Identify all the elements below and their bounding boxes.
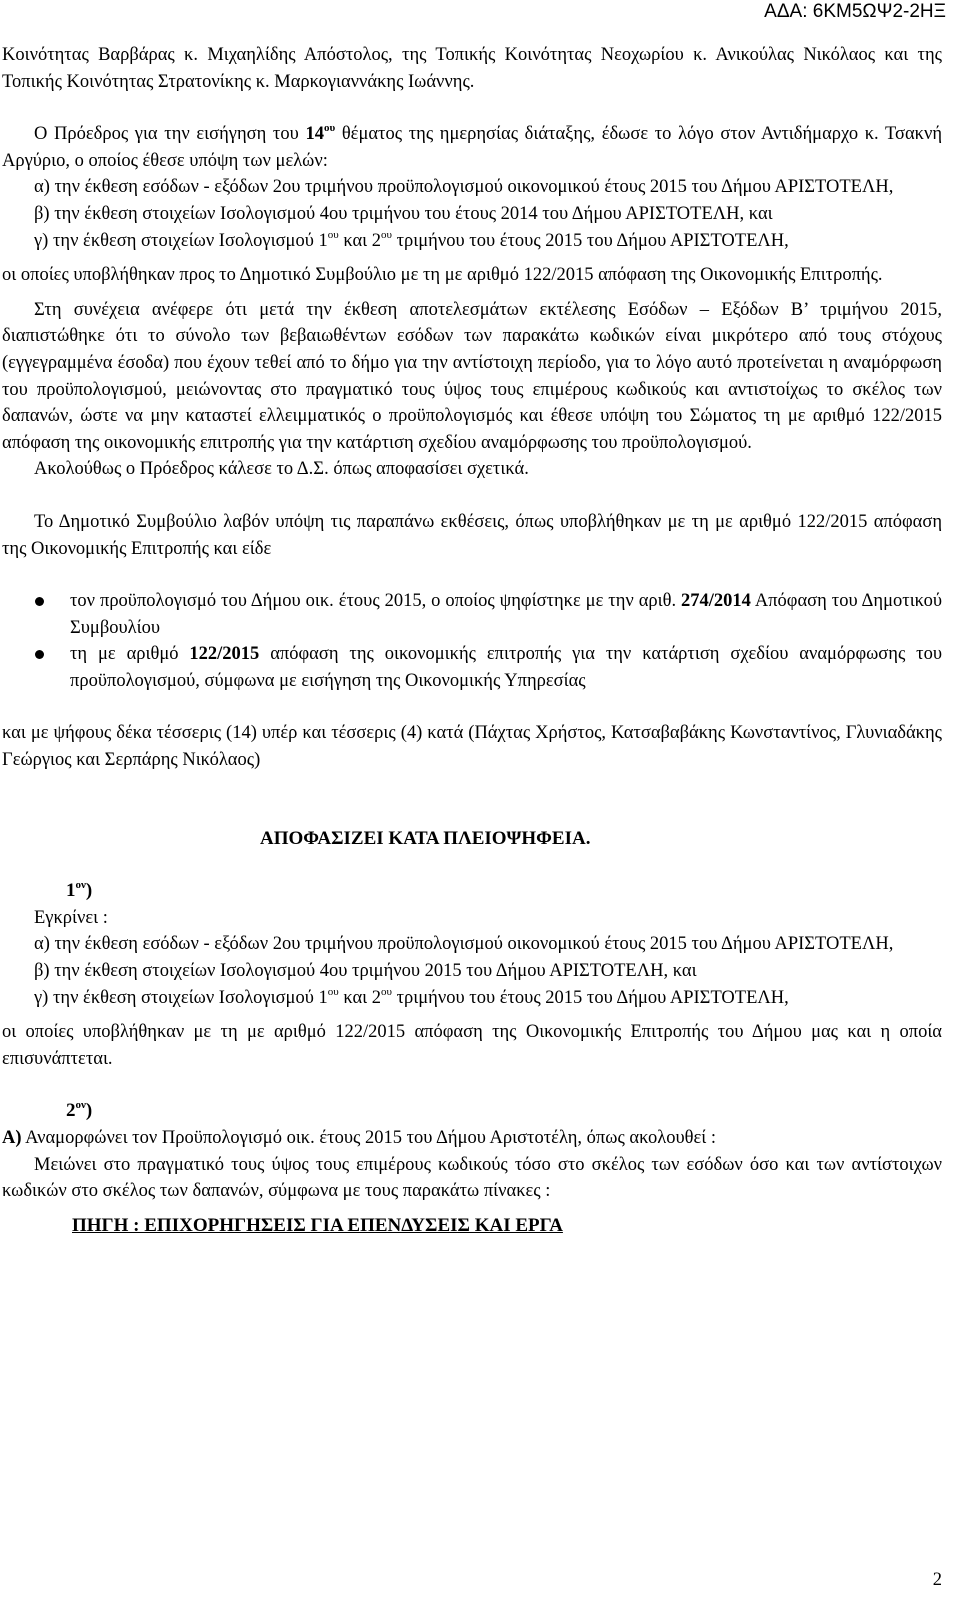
list-item: τον προϋπολογισμό του Δήμου οικ. έτους 2015, ο οποίος ψηφίστηκε με την αριθ. 274/2014 Απόφαση του Δημοτικού Συμβουλίου <box>2 588 942 641</box>
document-body <box>2 42 942 1239</box>
item-a: α) την έκθεση εσόδων - εξόδων 2ου τριμήνου προϋπολογισμού οικονομικού έτους 2015 του Δήμου ΑΡΙΣΤΟΤΕΛΗ, <box>34 177 894 198</box>
approves-label: Εγκρίνει : <box>34 907 108 928</box>
council-paragraph: Το Δημοτικό Συμβούλιο λαβόν υπόψη τις παραπάνω εκθέσεις, όπως υποβλήθηκαν με τη με αριθμό 122/2015 απόφαση της Οικονομικής Επιτροπής και είδε <box>2 511 942 559</box>
section-a: Α) Αναμορφώνει τον Προϋπολογισμό οικ. έτους 2015 του Δήμου Αριστοτέλη, όπως ακολουθεί : <box>2 1128 717 1148</box>
source-title: ΠΗΓΗ : ΕΠΙΧΟΡΗΓΗΣΕΙΣ ΓΙΑ ΕΠΕΝΔΥΣΕΙΣ ΚΑΙ ΕΡΓΑ <box>72 1214 563 1236</box>
continuation-paragraph: Στη συνέχεια ανέφερε ότι μετά την έκθεση αποτελεσμάτων εκτέλεσης Εσόδων – Εξόδων Β’ τριμήνου 2015, διαπιστώθηκε ότι το σύνολο των βεβαιωθέντων εσόδων των παρακάτω κωδικών είναι μικρότερο από τους στόχους (εγγεγραμμένα έσοδα) που έχουν τεθεί από το δήμο για την αντίστοιχη περίοδο, για το λόγο αυτό προτείνεται η αναμόρφωση του προϋπολογισμού, μειώνοντας στο πραγματικό τους ύψος τους επιμέρους κωδικούς και αντιστοίχως το σκέλος των δαπανών, ώστε να μην καταστεί ελλειμματικός ο προϋπολογισμός και έθεσε υπόψη του Σώματος τη με αριθμό 122/2015 απόφαση της οικονομικής επιτροπής για την κατάρτιση σχεδίου αναμόρφωσης του προϋπολογισμού. <box>2 299 942 453</box>
ada-code: ΑΔΑ: 6ΚΜ5ΩΨ2-2ΗΞ <box>764 1 946 22</box>
decision-title: ΑΠΟΦΑΣΙΖΕΙ ΚΑΤΑ ΠΛΕΙΟΨΗΦΕΙΑ. <box>260 827 591 849</box>
reduce-paragraph: Μειώνει στο πραγματικό τους ύψος τους επιμέρους κωδικούς τόσο στο σκέλος των εσόδων όσο και των αντίστοιχων κωδικών στο σκέλος των δαπανών, σύμφωνα με τους παρακάτω πίνακες : <box>2 1154 942 1202</box>
decision-submitted: οι οποίες υποβλήθηκαν με τη με αριθμό 122/2015 απόφαση της Οικονομικής Επιτροπής του Δήμου μας και η οποία επισυνάπτεται. <box>2 1022 942 1069</box>
page-number: 2 <box>932 1570 942 1590</box>
votes-paragraph: και με ψήφους δέκα τέσσερις (14) υπέρ και τέσσερις (4) κατά (Πάχτας Χρήστος, Κατσαβαβάκης Κωνσταντίνος, Γλυνιαδάκης Γεώργιος και Σερπάρης Νικόλαος) <box>2 723 942 771</box>
submitted-paragraph: οι οποίες υποβλήθηκαν προς το Δημοτικό Συμβούλιο με τη με αριθμό 122/2015 απόφαση της Οικονομικής Επιτροπής. <box>2 265 883 286</box>
item-b: β) την έκθεση στοιχείων Ισολογισμού 4ου τριμήνου του έτους 2014 του Δήμου ΑΡΙΣΤΟΤΕΛΗ, και <box>34 203 773 224</box>
decision-item-c: γ) την έκθεση στοιχείων Ισολογισμού $1^{o\upsilon}$ και $2^{o\upsilon}$ τριμήνου του έτους 2015 του Δήμου ΑΡΙΣΤΟΤΕΛΗ, <box>34 985 789 1008</box>
considerations-list <box>2 588 942 694</box>
intro-paragraph: Κοινότητας Βαρβάρας κ. Μιχαηλίδης Απόστολος, της Τοπικής Κοινότητας Νεοχωρίου κ. Ανικούλας Νικόλαος και της Τοπικής Κοινότητας Στρατονίκης κ. Μαρκογιαννάκης Ιωάννης. <box>2 45 942 92</box>
proposal-paragraph: Ο Πρόεδρος για την εισήγηση του $14^{o\upsilon}$ θέματος της ημερησίας διάταξης, έδωσε το λόγο στον Αντιδήμαρχο κ. Τσακνή Αργύριο, ο οποίος έθεσε υπόψη των μελών: <box>2 122 943 171</box>
list-item: τη με αριθμό 122/2015 απόφαση της οικονομικής επιτροπής για την κατάρτιση σχεδίου αναμόρφωσης του προϋπολογισμού, σύμφωνα με εισήγηση της Οικονομικής Υπηρεσίας <box>2 641 942 694</box>
item-c: γ) την έκθεση στοιχείων Ισολογισμού $1^{o\upsilon}$ και $2^{o\upsilon}$ τριμήνου του έτους 2015 του Δήμου ΑΡΙΣΤΟΤΕΛΗ, <box>34 228 789 251</box>
bullet-icon <box>35 597 44 606</box>
decision-item-a: α) την έκθεση εσόδων - εξόδων 2ου τριμήνου προϋπολογισμού οικονομικού έτους 2015 του Δήμου ΑΡΙΣΤΟΤΕΛΗ, <box>34 934 894 955</box>
president-call: Ακολούθως ο Πρόεδρος κάλεσε το Δ.Σ. όπως αποφασίσει σχετικά. <box>34 459 529 480</box>
first-section-number: $1^{o\nu}$) <box>66 879 93 902</box>
second-section-number: $2^{o\nu}$) <box>66 1099 93 1122</box>
decision-item-b: β) την έκθεση στοιχείων Ισολογισμού 4ου τριμήνου 2015 του Δήμου ΑΡΙΣΤΟΤΕΛΗ, και <box>34 961 697 982</box>
bullet-icon <box>35 650 44 659</box>
